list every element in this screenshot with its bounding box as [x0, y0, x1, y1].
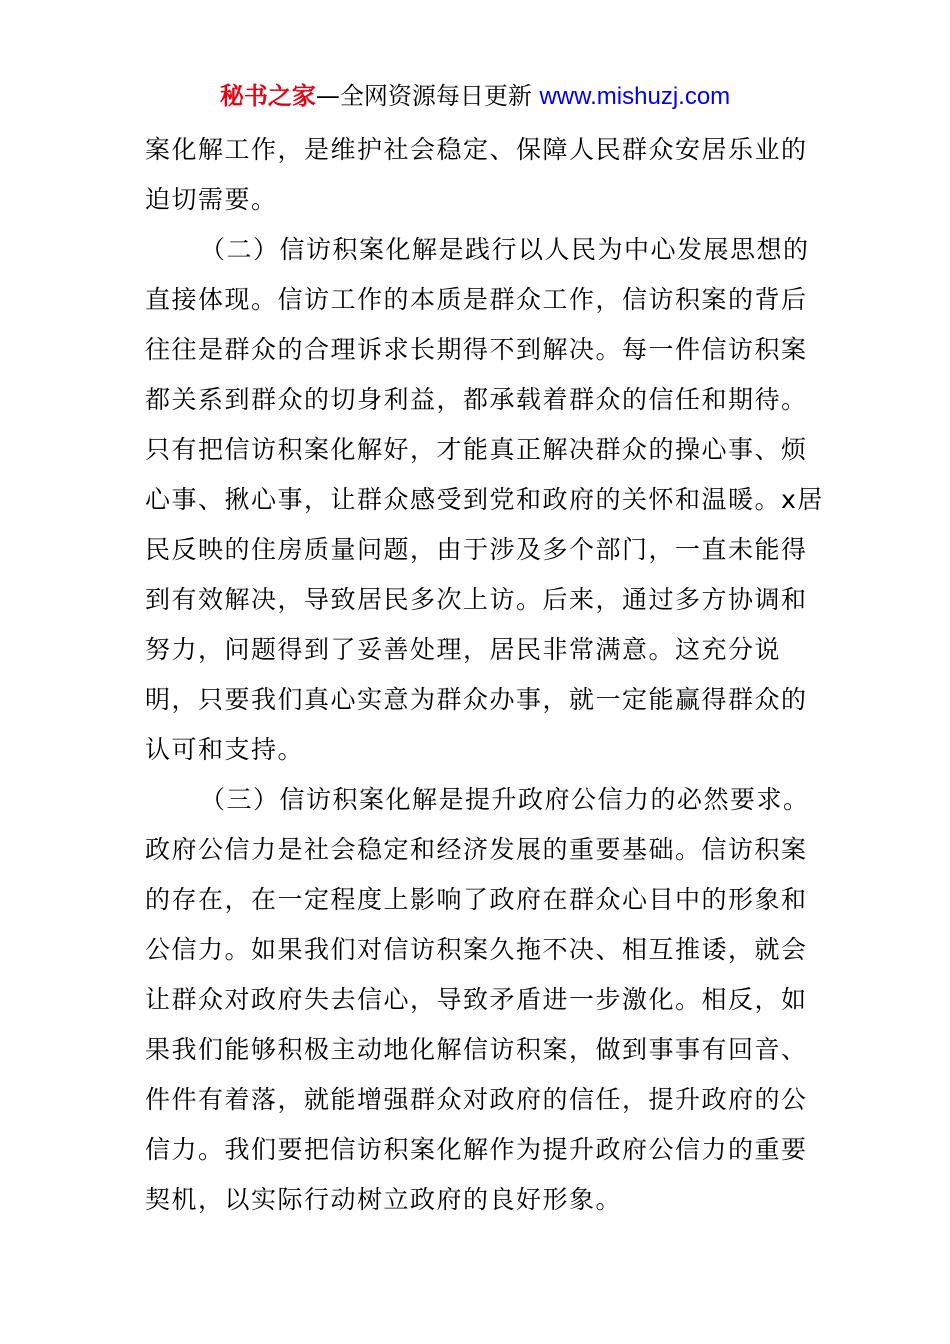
- body-line: 果我们能够积极主动地化解信访积案，做到事事有回音、: [145, 1035, 808, 1064]
- body-line: 认可和支持。: [145, 735, 305, 764]
- site-url-link[interactable]: www.mishuzj.com: [539, 83, 731, 110]
- body-line: 民反映的住房质量问题，由于涉及多个部门，一直未能得: [145, 535, 808, 564]
- body-line: 直接体现。信访工作的本质是群众工作，信访积案的背后: [145, 285, 808, 314]
- site-brand: 秘书之家: [219, 82, 316, 110]
- body-line: 明，只要我们真心实意为群众办事，就一定能赢得群众的: [145, 685, 808, 714]
- site-tagline: —全网资源每日更新: [315, 82, 540, 110]
- section-heading-3: （三）信访积案化解是提升政府公信力的必然要求。: [200, 785, 810, 814]
- body-line: 到有效解决，导致居民多次上访。后来，通过多方协调和: [145, 585, 808, 614]
- body-line: 只有把信访积案化解好，才能真正解决群众的操心事、烦: [145, 435, 808, 464]
- body-line: 契机，以实际行动树立政府的良好形象。: [145, 1185, 623, 1214]
- body-line: 的存在，在一定程度上影响了政府在群众心目中的形象和: [145, 885, 808, 914]
- body-line: 政府公信力是社会稳定和经济发展的重要基础。信访积案: [145, 835, 808, 864]
- body-line: 努力，问题得到了妥善处理，居民非常满意。这充分说: [145, 635, 782, 664]
- body-line: 公信力。如果我们对信访积案久拖不决、相互推诿，就会: [145, 935, 808, 964]
- body-line: 都关系到群众的切身利益，都承载着群众的信任和期待。: [145, 385, 808, 414]
- body-line: 信力。我们要把信访积案化解作为提升政府公信力的重要: [145, 1135, 808, 1164]
- body-line: 心事、揪心事，让群众感受到党和政府的关怀和温暖。x居: [145, 485, 824, 514]
- body-line: 往往是群众的合理诉求长期得不到解决。每一件信访积案: [145, 335, 808, 364]
- section-heading-2: （二）信访积案化解是践行以人民为中心发展思想的: [200, 235, 810, 264]
- body-line: 让群众对政府失去信心，导致矛盾进一步激化。相反，如: [145, 985, 808, 1014]
- site-header: [0, 78, 950, 115]
- body-line: 迫切需要。: [145, 185, 278, 214]
- document-body: [145, 125, 824, 1225]
- body-line: 案化解工作，是维护社会稳定、保障人民群众安居乐业的: [145, 135, 808, 164]
- body-line: 件件有着落，就能增强群众对政府的信任，提升政府的公: [145, 1085, 808, 1114]
